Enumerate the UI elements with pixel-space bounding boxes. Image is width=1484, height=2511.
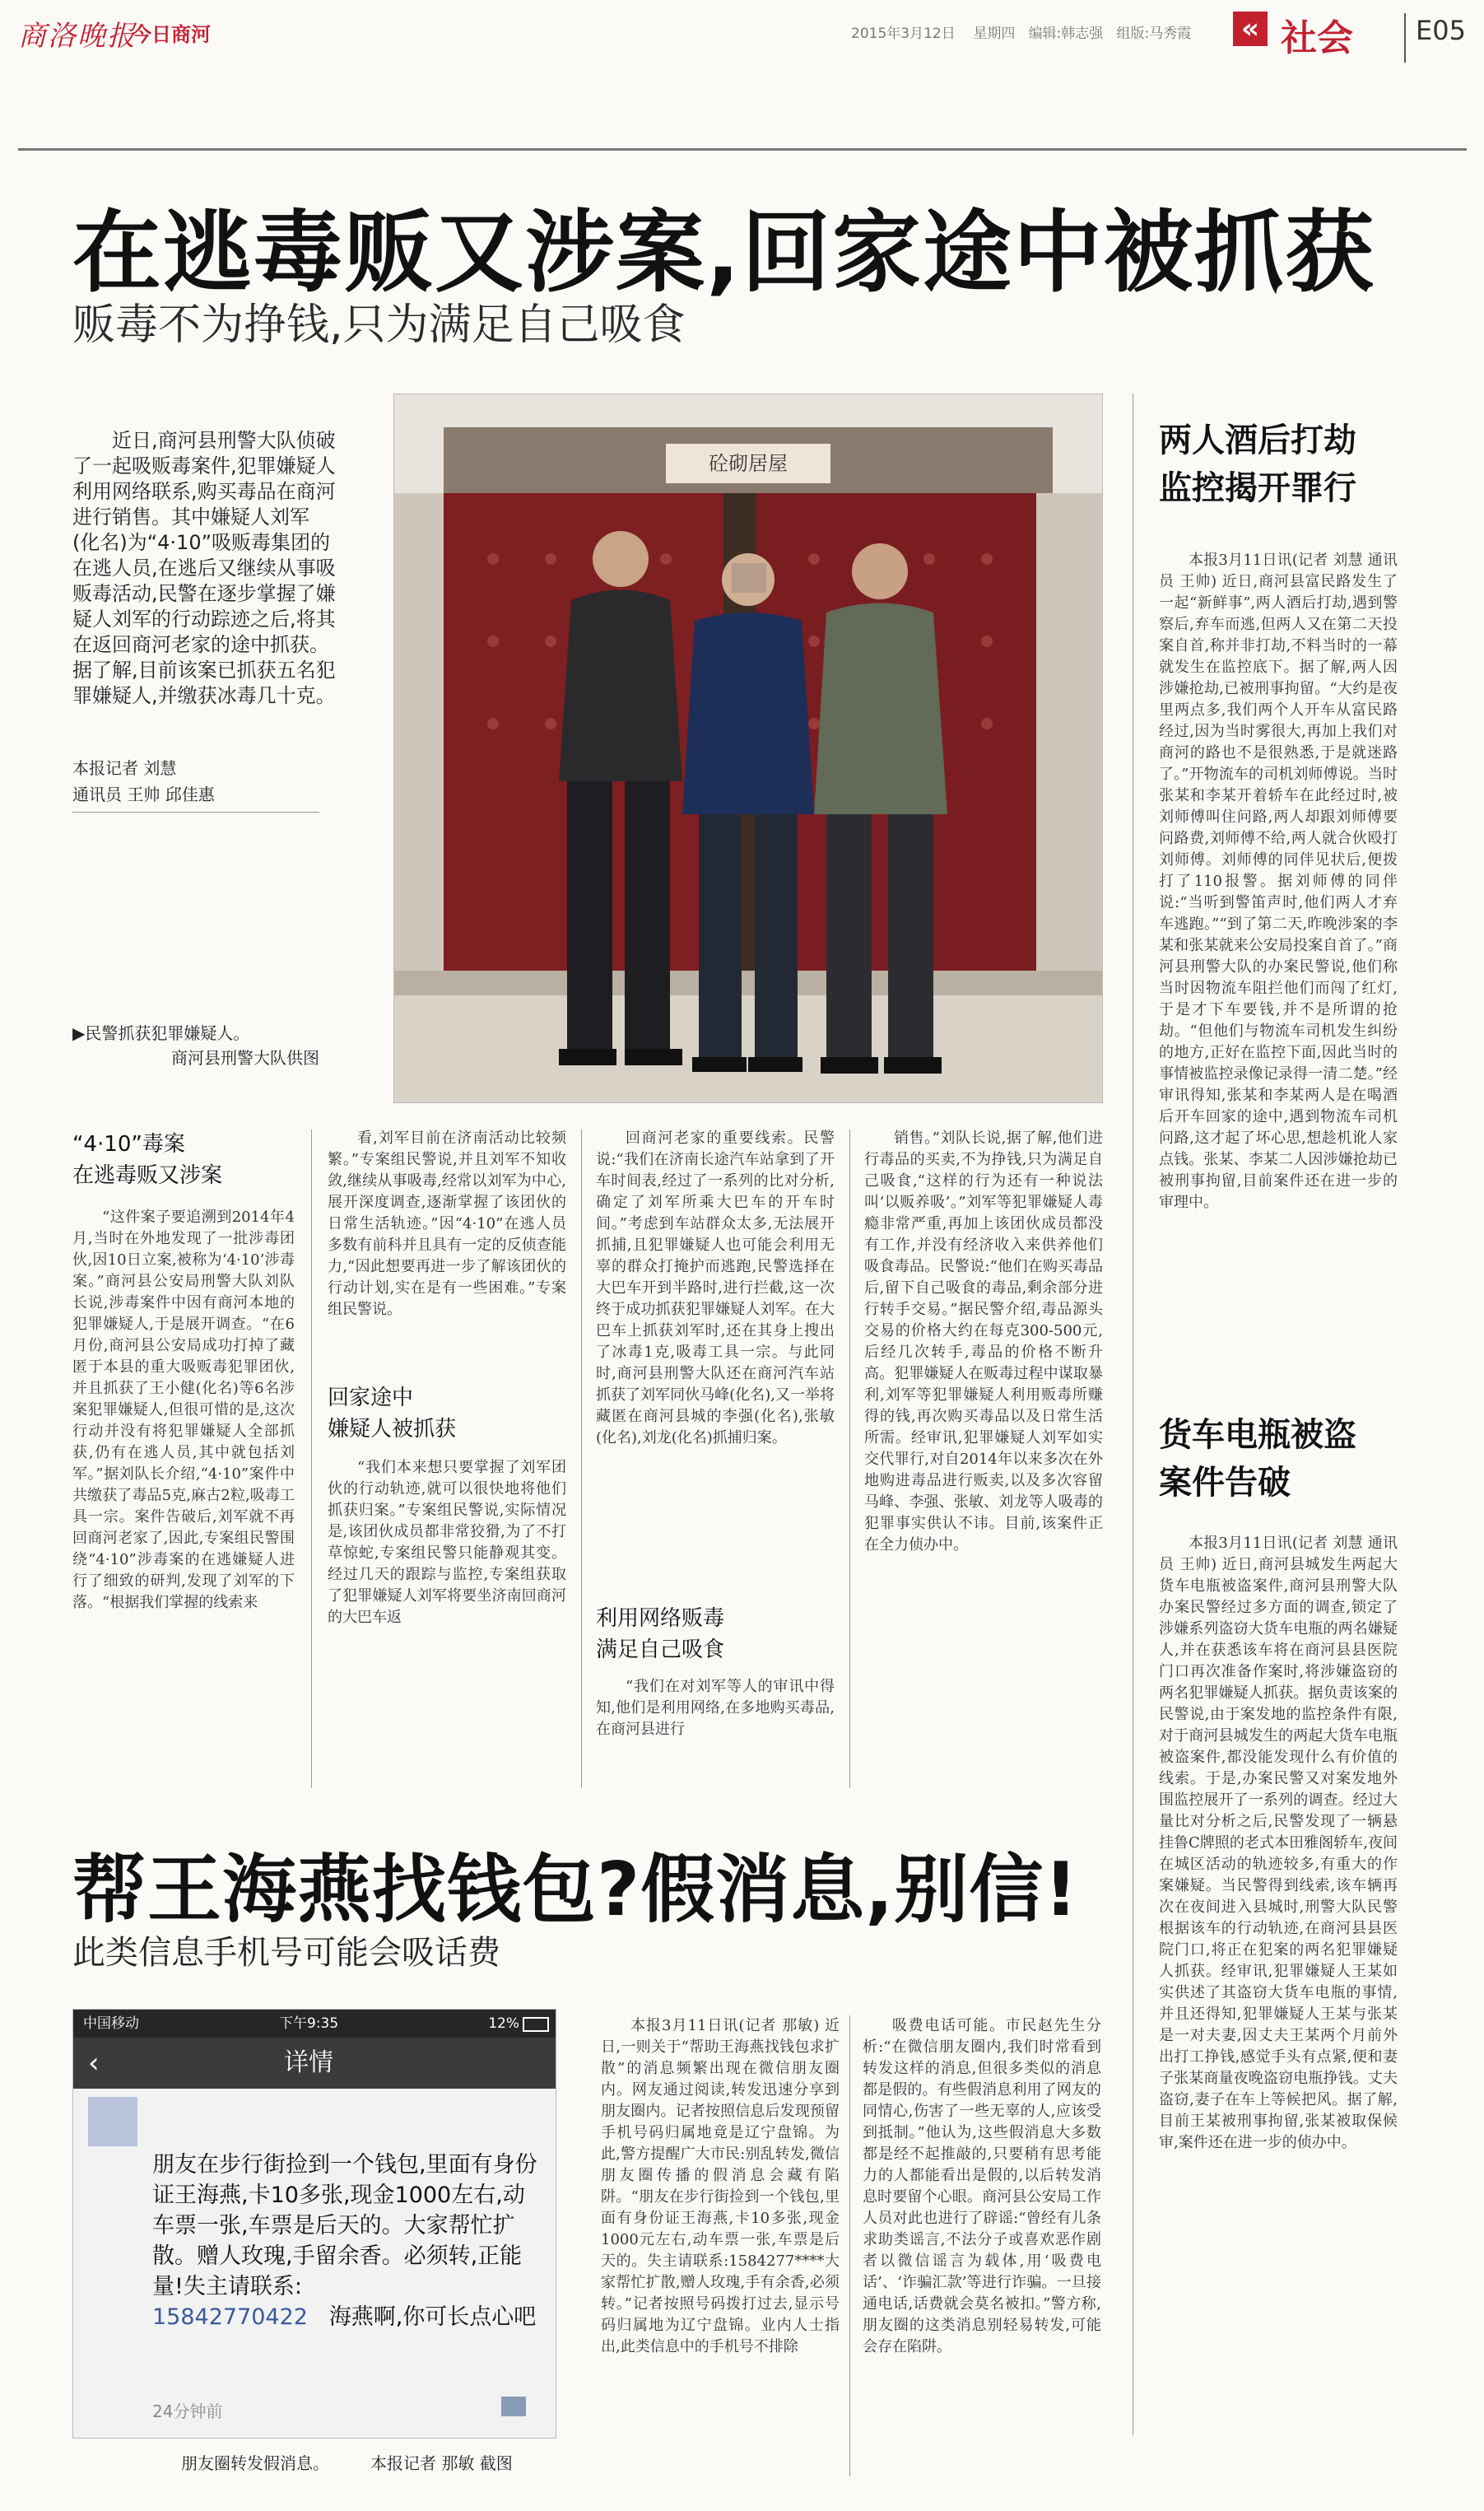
photo-credit: 商河县刑警大队供图 (171, 1048, 319, 1068)
headline: 在逃毒贩又涉案,回家途中被抓获 (72, 202, 1376, 305)
story2-headline: 帮王海燕找钱包?假消息,别信! (72, 1847, 1079, 1933)
body-column-3b-text: “我们在对刘军等人的审讯中得知,他们是利用网络,在多地购买毒品,在商河县进行 (596, 1678, 835, 1738)
phone-nav-bar (73, 2038, 556, 2089)
column-rule-1 (311, 1130, 312, 1788)
post-end: 海燕啊,你可长点心吧 (328, 2304, 537, 2330)
section-name: 社会 (1281, 17, 1353, 59)
phone-status-bar (73, 2010, 556, 2038)
photo-sign-text: 砼砌居屋 (709, 452, 788, 475)
photo-caption-text: ▶民警抓获犯罪嫌疑人。 (72, 1023, 250, 1043)
section1-heading-2: 在逃毒贩又涉案 (72, 1163, 223, 1188)
body-column-2a (328, 1128, 566, 1375)
body-column-2b (328, 1457, 566, 1787)
column-rule-2 (581, 1130, 582, 1788)
section2-heading-2: 嫌疑人被抓获 (328, 1417, 457, 1442)
layout-credit: 组版:马秀霞 (1116, 26, 1192, 42)
status-time: 下午9:35 (279, 2015, 339, 2032)
body-column-4-text: 销售。”刘队长说,据了解,他们进行毒品的买卖,不为挣钱,只为满足自己吸食,“这样的行为还有一种说法叫‘以贩养吸’。”刘军等犯罪嫌疑人毒瘾非常严重,再加上该团伙成员都没有工作,并没有经济收入来供养他们吸食毒品。民警说:“他们在购买毒品后,留下自己吸食的毒品,剩余部分进行转手交易。”据民警介绍,毒品源头交易的价格大约在每克300-500元,后经几次转手,毒品的价格不断升高。犯罪嫌疑人在贩毒过程中谋取暴利,刘军等犯罪嫌疑人利用贩毒所赚得的钱,再次购买毒品以及日常生活所需。经审讯,犯罪嫌疑人刘军如实交代罪行,对自2014年以来多次在外地购进毒品进行贩卖,以及多次容留马峰、李强、张敏、刘龙等人吸毒的犯罪事实供认不讳。目前,该案件正在全力侦办中。 (864, 1130, 1103, 1554)
issue-weekday: 星期四 (973, 26, 1016, 42)
post-phone-number: 15842770422 (152, 2304, 308, 2330)
section3-heading-1: 利用网络贩毒 (596, 1606, 725, 1631)
story2-column-1 (601, 2015, 840, 2476)
issue-date: 2015年3月12日 (851, 26, 956, 42)
lead-paragraph: 近日,商河县刑警大队侦破了一起吸贩毒案件,犯罪嫌疑人利用网络联系,购买毒品在商河进行销售。其中嫌疑人刘军(化名)为“4·10”吸贩毒集团的在逃人员,在逃后又继续从事吸贩毒活动,民警在逐步掌握了嫌疑人刘军的行动踪迹之后,将其在返回商河老家的途中抓获。据了解,目前该案已抓获五名犯罪嫌疑人,并缴获冰毒几十克。 (72, 429, 336, 707)
body-column-4 (864, 1128, 1103, 1787)
body-column-1 (72, 1207, 295, 1791)
body-column-2b-text: “我们本来想只要掌握了刘军团伙的行动轨迹,就可以很快地将他们抓获归案。”专案组民警说,实际情况是,该团伙成员都非常狡猾,为了不打草惊蛇,专案组民警只能静观其变。经过几天的跟踪与监控,专案组获取了犯罪嫌疑人刘军将要坐济南回商河的大巴车返 (328, 1459, 566, 1626)
section3-heading-2: 满足自己吸食 (596, 1638, 725, 1662)
issue-meta (851, 21, 1191, 42)
body-column-3a (596, 1128, 835, 1597)
phone-screenshot (72, 2009, 556, 2439)
photo-caption (72, 1021, 319, 1070)
subheadline: 贩毒不为挣钱,只为满足自己吸食 (72, 300, 686, 350)
editor-credit: 编辑:韩志强 (1028, 26, 1104, 42)
battery-level: 12% (488, 2015, 519, 2032)
section1-heading-1: “4·10”毒案 (72, 1132, 185, 1157)
carrier-label: 中国移动 (83, 2015, 139, 2032)
sidebar2-title-1: 货车电瓶被盗 (1159, 1416, 1356, 1454)
sidebar1-body (1159, 550, 1398, 1381)
sidebar2-title-2: 案件告破 (1159, 1464, 1291, 1502)
story2-column-2-text: 吸费电话可能。市民赵先生分析:“在微信朋友圈内,我们时常看到转发这样的消息,但很多类似的消息都是假的。有些假消息利用了网友的同情心,伤害了一些无辜的人,应该受到抵制。”他认为,这些假消息大多数都是经不起推敲的,只要稍有思考能力的人都能看出是假的,以后转发消息时要留个心眼。商河县公安局工作人员对此也进行了辟谣:“曾经有儿条求助类谣言,不法分子或喜欢恶作剧者以微信谣言为载体,用‘吸费电话’、‘诈骗汇款’等进行诈骗。一旦接通电话,话费就会莫名被扣。”警方称,朋友圈的这类消息别轻易转发,可能会存在陷阱。 (863, 2017, 1101, 2355)
story2-subheadline: 此类信息手机号可能会吸话费 (72, 1934, 500, 1972)
post-text (152, 2150, 539, 2332)
story2-caption-credit: 本报记者 那敏 截图 (370, 2453, 513, 2473)
edition-label: 今日商河 (132, 23, 211, 46)
nav-title: 详情 (284, 2048, 333, 2077)
story2-caption: 朋友圈转发假消息。 (181, 2453, 329, 2473)
body-column-3a-text: 回商河老家的重要线索。民警说:“我们在济南长途汽车站拿到了开车时间表,经过了一系列的比对分析,确定了刘军所乘大巴车的开车时间。”考虑到车站群众太多,无法展开抓捕,且犯罪嫌疑人也可能会利用无辜的群众打掩护而逃跑,民警选择在大巴车开到半路时,进行拦截,这一次终于成功抓获犯罪嫌疑人刘军。在大巴车上抓获刘军时,还在其身上搜出了冰毒1克,吸毒工具一宗。与此同时,商河县刑警大队还在商河汽车站抓获了刘军同伙马峰(化名),又一举将藏匿在商河县城的李强(化名),张敏(化名),刘龙(化名)抓捕归案。 (596, 1130, 835, 1447)
sidebar2-body (1159, 1533, 1398, 2439)
comment-icon (501, 2397, 526, 2416)
story2-column-rule (849, 2015, 850, 2476)
section2-heading-1: 回家途中 (328, 1386, 414, 1410)
photo-illustration (394, 394, 1102, 1102)
body-column-1-text: “这件案子要追溯到2014年4月,当时在外地发现了一批涉毒团伙,因10日立案,被称为‘4·10’涉毒案。”商河县公安局刑警大队刘队长说,涉毒案件中因有商河本地的犯罪嫌疑人,于是展开调查。“在6月份,商河县公安局成功打掉了藏匿于本县的重大吸贩毒犯罪团伙,并且抓获了王小健(化名)等6名涉案犯罪嫌疑人,但很可惜的是,这次行动并没有将犯罪嫌疑人全部抓获,仍有在逃人员,其中就包括刘军。”据刘队长介绍,“4·10”案件中共缴获了毒品5克,麻古2粒,吸毒工具一宗。案件告破后,刘军就不再回商河老家了,因此,专案组民警围绕“4·10”涉毒案的在逃嫌疑人进行了细致的研判,发现了刘军的下落。“根据我们掌握的线索来 (72, 1209, 295, 1611)
sidebar1-body-text: 本报3月11日讯(记者 刘慧 通讯员 王帅) 近日,商河县富民路发生了一起“新鲜事”,两人酒后打劫,遇到警察后,弃车而逃,但两人又在第二天投案自首,称并非打劫,不料当时的一幕就发生在监控底下。据了解,两人因涉嫌抢劫,已被刑事拘留。“大约是夜里两点多,我们两个人开车从富民路经过,因为当时雾很大,再加上我们对商河的路也不是很熟悉,于是就迷路了。”开物流车的司机刘师傅说。当时张某和李某开着轿车在此经过时,被刘师傅叫住问路,两人却跟刘师傅要问路费,刘师傅不给,两人就合伙殴打刘师傅。刘师傅的同伴见状后,便拨打了110报警。据刘师傅的同伴说:“当听到警笛声时,他们两人才弃车逃跑。”“到了第二天,昨晚涉案的李某和张某就来公安局投案自首了。”商河县刑警大队的办案民警说,他们称当时因物流车阻拦他们而闯了红灯,于是才下车要钱,并不是所谓的抢劫。“但他们与物流车司机发生纠纷的地方,正好在监控下面,因此当时的事情被监控录像记录得一清二楚。”经审讯得知,张某和李某两人是在喝酒后开车回家的途中,遇到物流车司机问路,这才起了坏心思,想趁机讹人家点钱。张某、李某二人因涉嫌抢劫已被刑事拘留,目前案件还在进一步的审理中。 (1159, 552, 1398, 1211)
sidebar1-title-2: 监控揭开罪行 (1159, 469, 1356, 507)
post-body: 朋友在步行街捡到一个钱包,里面有身份证王海燕,卡10多张,现金1000左右,动车票一张,车票是后天的。大家帮忙扩散。赠人玫瑰,手留余香。必须转,正能量!失主请联系: (152, 2152, 537, 2299)
body-column-2a-text: 看,刘军目前在济南活动比较频繁。”专案组民警说,并且刘军不知收敛,继续从事吸毒,经常以刘军为中心,展开深度调查,逐渐掌握了该团伙的日常生活轨迹。”因“4·10”在逃人员多数有前科并且具有一定的反侦查能力,“因此想要再进一步了解该团伙的行动计划,实在是有一些困难。”专案组民警说。 (328, 1130, 566, 1318)
sidebar2-body-text: 本报3月11日讯(记者 刘慧 通讯员 王帅) 近日,商河县城发生两起大货车电瓶被盗案件,商河县刑警大队办案民警经过多方面的调查,锁定了涉嫌系列盗窃大货车电瓶的两名嫌疑人,并在获悉该车将在商河县县医院门口再次准备作案时,将涉嫌盗窃的两名犯罪嫌疑人抓获。据负责该案的民警说,由于案发地的监控条件有限,对于商河县城发生的两起大货车电瓶被盗案件,都没能发现什么有价值的线索。于是,办案民警又对案发地外围监控展开了一系列的调查。经过大量比对分析之后,民警发现了一辆悬挂鲁C牌照的老式本田雅阁轿车,夜间在城区活动的轨迹较多,有重大的作案嫌疑。当民警得到线索,该车辆再次在夜间进入县城时,刑警大队民警根据该车的行动轨迹,在商河县县医院门口,将正在犯案的两名犯罪嫌疑人抓获。经审讯,犯罪嫌疑人王某如实供述了其盗窃大货车电瓶的事情,并且还得知,犯罪嫌疑人王某与张某是一对夫妻,因丈夫王某两个月前外出打工挣钱,感觉手头有点紧,便和妻子张某商量夜晚盗窃电瓶挣钱。丈夫盗窃,妻子在车上等候把风。据了解,目前王某被刑事拘留,张某被取保候审,案件还在进一步的侦办中。 (1159, 1535, 1398, 2151)
post-time-ago: 24分钟前 (152, 2402, 223, 2421)
page-number: E05 (1416, 15, 1466, 46)
double-chevron-left-icon: « (1233, 12, 1268, 46)
story2-column-1-text: 本报3月11日讯(记者 那敏) 近日,一则关于“帮助王海燕找钱包求扩散”的消息频繁出现在微信朋友圈内。网友通过阅读,转发迅速分享到朋友圈内。记者按照信息后发现预留手机号码归属地竟是辽宁盘锦。为此,警方提醒广大市民:别乱转发,微信朋友圈传播的假消息会藏有陷阱。“朋友在步行街捡到一个钱包,里面有身份证王海燕,卡10多张,现金1000元左右,动车票一张,车票是后天的。失主请联系:1584277****大家帮忙扩散,赠人玫瑰,手有余香,必须转。”记者按照号码拨打过去,显示号码归属地为辽宁盘锦。业内人士指出,此类信息中的手机号不排除 (601, 2017, 840, 2355)
page-number-divider (1404, 13, 1406, 63)
lead-divider (72, 812, 319, 813)
column-rule-3 (849, 1130, 850, 1788)
news-photo (393, 394, 1103, 1103)
newspaper-logo: 商洛晚报 (18, 20, 137, 53)
story2-column-2 (863, 2015, 1101, 2476)
avatar (88, 2097, 137, 2146)
back-chevron-icon: ‹ (88, 2047, 100, 2080)
sidebar1-title-1: 两人酒后打劫 (1159, 422, 1356, 459)
body-column-3b (596, 1676, 835, 1791)
masthead-rule (18, 148, 1467, 151)
battery-icon (523, 2017, 549, 2032)
byline-reporter: 本报记者 刘慧 (72, 758, 177, 778)
byline-correspondents: 通讯员 王帅 邱佳惠 (72, 785, 215, 804)
